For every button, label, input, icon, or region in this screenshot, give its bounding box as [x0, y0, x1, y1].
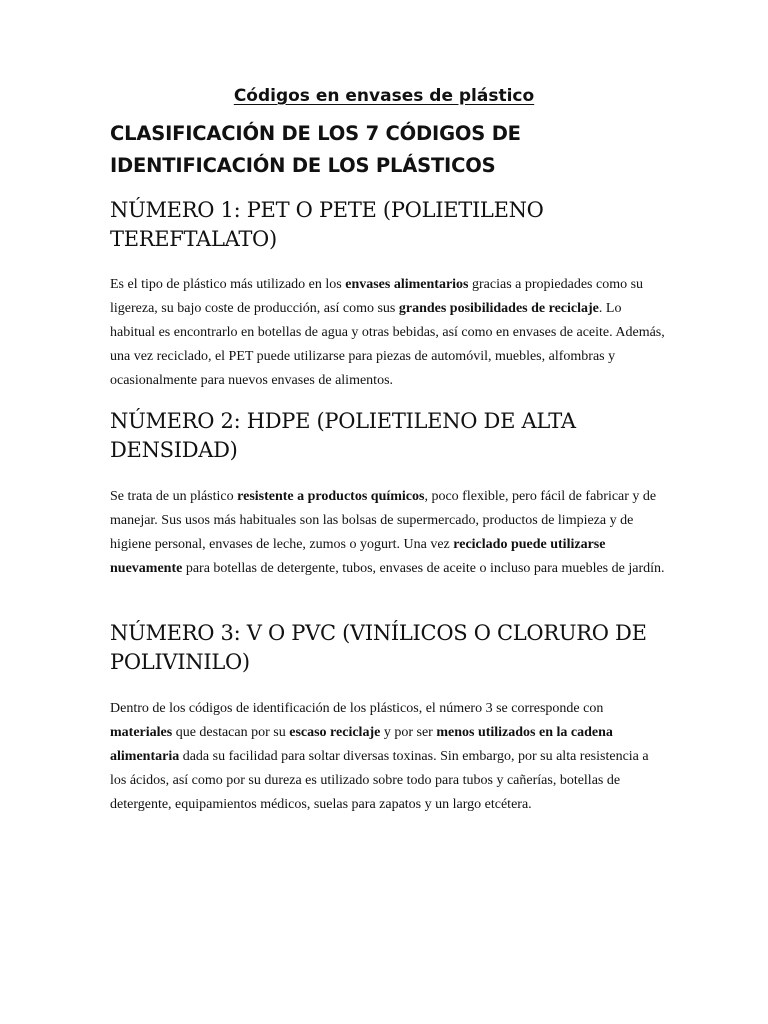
paragraph-run: Es el tipo de plástico más utilizado en los	[110, 277, 346, 292]
section-paragraph-1	[110, 273, 665, 393]
paragraph-run: . Lo habitual es encontrarlo en botellas de agua y otras bebidas, así como en envases de aceite. Además, una vez reciclado, el PET puede utilizarse para piezas de automóvil, muebles, alfombras y ocasionalmente para nuevos envases de alimentos.	[110, 301, 665, 388]
section-heading-3: NÚMERO 3: V O PVC (VINÍLICOS O CLORURO DE POLIVINILO)	[110, 621, 647, 674]
paragraph-bold-run: materiales	[110, 725, 173, 740]
document-title: Códigos en envases de plástico	[233, 86, 535, 106]
paragraph-run: , poco flexible, pero fácil de fabricar y de manejar. Sus usos más habituales son las bolsas de supermercado, productos de limpieza y de higiene personal, envases de leche, zumos o yogurt. Una vez	[110, 489, 657, 552]
paragraph-run: Se trata de un plástico	[110, 489, 238, 504]
main-heading: CLASIFICACIÓN DE LOS 7 CÓDIGOS DE IDENTIFICACIÓN DE LOS PLÁSTICOS	[110, 122, 521, 177]
paragraph-run: y por ser	[380, 725, 437, 740]
section-heading-2: NÚMERO 2: HDPE (POLIETILENO DE ALTA DENSIDAD)	[110, 409, 576, 462]
paragraph-bold-run: envases alimentarios	[345, 277, 469, 292]
section-paragraph-2	[110, 485, 665, 581]
paragraph-bold-run: escaso reciclaje	[289, 725, 381, 740]
paragraph-run: Dentro de los códigos de identificación de los plásticos, el número 3 se corresponde con	[110, 701, 604, 716]
paragraph-bold-run: resistente a productos químicos	[237, 489, 425, 504]
section-heading-1: NÚMERO 1: PET O PETE (POLIETILENO TEREFTALATO)	[110, 198, 544, 251]
paragraph-run: que destacan por su	[172, 725, 290, 740]
paragraph-bold-run: grandes posibilidades de reciclaje	[398, 301, 599, 316]
paragraph-run: dada su facilidad para soltar diversas toxinas. Sin embargo, por su alta resistencia a los ácidos, así como por su dureza es utilizado sobre todo para tubos y cañerías, botellas de detergente, equipamientos médicos, suelas para zapatos y un largo etcétera.	[110, 749, 649, 812]
paragraph-run: para botellas de detergente, tubos, envases de aceite o incluso para muebles de jardín.	[182, 561, 665, 576]
paragraph-run: gracias a propiedades como su ligereza, su bajo coste de producción, así como sus	[110, 277, 644, 316]
paragraph-bold-run: reciclado puede utilizarse nuevamente	[110, 537, 606, 576]
paragraph-bold-run: menos utilizados en la cadena alimentaria	[110, 725, 613, 764]
section-paragraph-3	[110, 697, 665, 817]
